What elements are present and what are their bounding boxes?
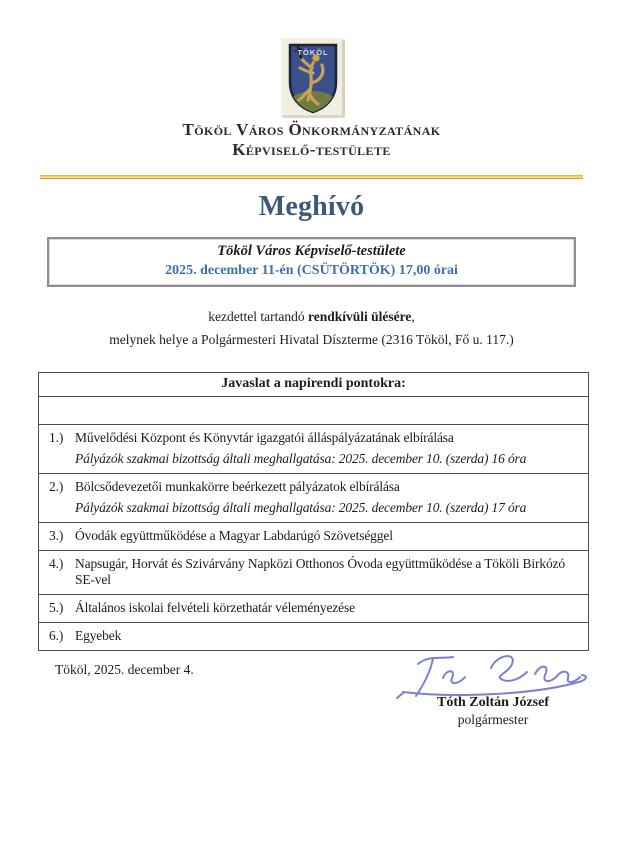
agenda-item-number: 4.) [49, 556, 64, 571]
signer-name: Tóth Zoltán József [437, 695, 549, 710]
agenda-item-number: 5.) [49, 600, 64, 615]
intro-line1-prefix: kezdettel tartandó [208, 309, 308, 324]
agenda-item-body [75, 479, 580, 516]
agenda-item-number: 3.) [49, 528, 64, 543]
agenda-item-body [75, 528, 580, 544]
agenda-item-number: 1.) [49, 430, 64, 445]
intro-paragraph [0, 306, 623, 352]
signature-block [392, 646, 594, 728]
page-title: Meghívó [258, 191, 365, 222]
agenda-item-body [75, 600, 580, 616]
agenda-item-number: 2.) [49, 479, 64, 494]
agenda-header: Javaslat a napirendi pontokra: [39, 373, 588, 397]
agenda-item-text: Napsugár, Horvát és Szivárvány Napközi Otthonos Óvoda együttműködése a Tököli Birkózó SE-vel [75, 556, 565, 587]
org-line1: Tököl Város Önkormányzatának [182, 120, 441, 139]
agenda-item-body [75, 556, 580, 588]
tokol-coat-of-arms [281, 38, 345, 118]
agenda-item-note: Pályázók szakmai bizottság általi meghallgatása: 2025. december 10. (szerda) 17 óra [75, 500, 527, 515]
agenda-item-number: 6.) [49, 628, 64, 643]
intro-line1 [0, 306, 623, 329]
agenda-item-text: Általános iskolai felvételi körzethatár véleményezése [75, 600, 355, 615]
agenda-item-body [75, 430, 580, 467]
gold-divider [40, 175, 583, 179]
agenda-row [39, 551, 588, 595]
agenda-row [39, 425, 588, 474]
agenda-table [38, 372, 589, 651]
agenda-empty-row [39, 397, 588, 425]
intro-line2: melynek helye a Polgármesteri Hivatal Díszterme (2316 Tököl, Fő u. 117.) [109, 331, 514, 347]
dateline: Tököl, 2025. december 4. [55, 662, 194, 677]
agenda-table-body [39, 425, 588, 650]
signer-title: polgármester [457, 712, 529, 727]
intro-line1-bold: rendkívüli ülésére [307, 309, 412, 324]
agenda-item-body [75, 628, 580, 644]
agenda-row [39, 474, 588, 523]
org-line2: Képviselő-testülete [232, 140, 391, 160]
agenda-row [39, 595, 588, 623]
intro-line1-suffix: , [411, 309, 415, 324]
agenda-item-text: Óvodák együttműködése a Magyar Labdarúgó Szövetséggel [75, 528, 393, 543]
agenda-item-text: Egyebek [75, 628, 122, 643]
session-info-box [47, 237, 576, 287]
agenda-item-text: Művelődési Központ és Könyvtár igazgatói álláspályázatának elbírálása [75, 430, 454, 445]
organization-header [0, 120, 623, 160]
crest-label: TÖKÖL [297, 48, 329, 57]
crest-icon [281, 38, 345, 118]
agenda-item-text: Bölcsődevezetői munkakörre beérkezett pályázatok elbírálása [75, 479, 400, 494]
session-datetime: 2025. december 11-én (CSÜTÖRTÖK) 17,00 órai [165, 263, 458, 278]
agenda-row [39, 523, 588, 551]
agenda-item-note: Pályázók szakmai bizottság általi meghallgatása: 2025. december 10. (szerda) 16 óra [75, 451, 527, 466]
session-body-name: Tököl Város Képviselő-testülete [217, 243, 406, 259]
